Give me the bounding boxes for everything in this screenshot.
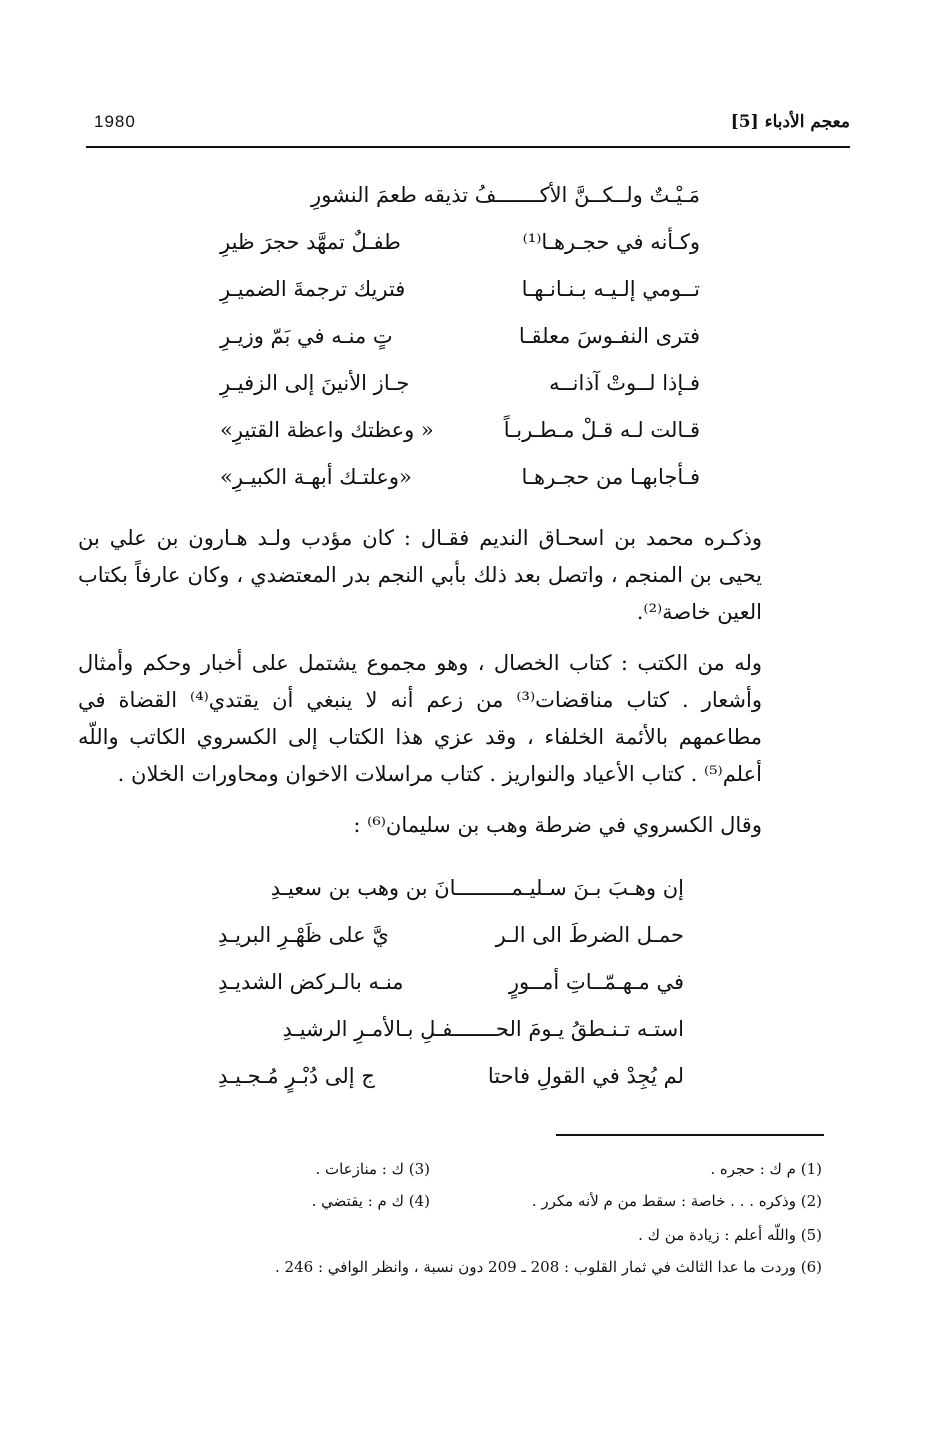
verse	[218, 876, 684, 923]
page-number: 1980	[94, 112, 136, 131]
footnote-4: (4) ك م : يقتضي .	[311, 1192, 430, 1210]
paragraph-poem-intro: وقال الكسروي في ضرطة وهب بن سليمان⁽⁶⁾ :	[353, 813, 762, 837]
verse	[220, 418, 700, 465]
verse	[220, 465, 700, 512]
poem-first	[220, 183, 700, 512]
verse-line: مَـيْـتٌ ولــكــنَّ الأكـــــــفُ تذيقه طعمَ النشورِ	[311, 183, 700, 207]
footnote-2: (2) وذكره . . . خاصة : سقط من م لأنه مكرر .	[531, 1192, 822, 1210]
hemistich-first: لم يُجِدْ في القولِ فاحتا	[487, 1064, 684, 1088]
verse	[218, 1017, 684, 1064]
footnote-6: (6) وردت ما عدا الثالث في ثمار القلوب : 208 ـ 209 دون نسبة ، وانظر الوافي : 246 .	[275, 1258, 822, 1276]
paragraph-nadim: وذكـره محمد بن اسحـاق النديم فقـال : كان مؤدب ولـد هـارون بن علي بن يحيى بن المنجم ، واتصل بعد ذلك بأبي النجم بدر المعتضدي ، وكان عارفاً بكتاب العين خاصة⁽²⁾.	[78, 526, 762, 624]
hemistich-first: وكـأنه في حجـرهـا⁽¹⁾	[522, 230, 700, 254]
hemistich-first: فترى النفـوسَ معلقـا	[518, 324, 700, 348]
verse	[218, 923, 684, 970]
hemistich-second: فتريك ترجمةَ الضميـرِ	[220, 277, 406, 301]
verse-line: إن وهـبَ بـنَ سـليـمـــــــــانَ بن وهب بن سعيـدِ	[270, 876, 684, 900]
hemistich-second: « وعظتك واعظة القتيرِ»	[220, 418, 434, 442]
verse	[220, 371, 700, 418]
hemistich-first: حمـل الضرطَ الى الـر	[495, 923, 684, 947]
body-text	[78, 520, 818, 858]
poem-second	[218, 876, 684, 1111]
verse	[218, 1064, 684, 1111]
verse	[218, 970, 684, 1017]
hemistich-second: جـاز الأنينَ إلى الزفيـرِ	[220, 371, 410, 395]
footnote-5: (5) واللّه أعلم : زيادة من ك .	[638, 1226, 822, 1244]
paragraph-books: وله من الكتب : كتاب الخصال ، وهو مجموع يشتمل على أخبار وحكم وأمثال وأشعار . كتاب مناقضات⁽³⁾ من زعم أنه لا ينبغي أن يقتدي⁽⁴⁾ القضاة في مطاعمهم بالأئمة الخلفاء ، وقد عزي هذا الكتاب إلى الكسروي الكاتب واللّه أعلم⁽⁵⁾ . كتاب الأعياد والنواريز . كتاب مراسلات الاخوان ومحاورات الخلان .	[78, 651, 762, 786]
verse	[220, 277, 700, 324]
hemistich-second: منـه بالـركض الشديـدِ	[218, 970, 404, 994]
hemistich-first: قـالت لـه قـلْ مـطـربـاً	[503, 418, 700, 442]
hemistich-second: «وعلتـك أبهـة الكبيـرِ»	[220, 465, 412, 489]
footnote-3: (3) ك : منازعات .	[315, 1160, 430, 1178]
header-rule	[86, 146, 850, 148]
hemistich-first: فـأجابهـا من حجـرهـا	[521, 465, 700, 489]
hemistich-second: ج إلى دُبْـرٍ مُـجـيـدِ	[218, 1064, 375, 1088]
footnote-1: (1) م ك : حجره .	[710, 1160, 822, 1178]
hemistich-first: فـإذا لــوتْ آذانــه	[549, 371, 700, 395]
running-title: معجم الأدباء [5]	[730, 112, 850, 132]
verse-line: استـه تـنـطقُ يـومَ الحـــــــفـلِ بـالأمـرِ الرشيـدِ	[282, 1017, 684, 1041]
verse	[220, 183, 700, 230]
verse	[220, 230, 700, 277]
footnote-rule	[556, 1134, 824, 1136]
hemistich-first: في مـهـمّــاتِ أمــورٍ	[508, 970, 684, 994]
hemistich-second: تٍ منـه في بَمّ وزيـرِ	[220, 324, 393, 348]
hemistich-first: تــومي إلـيـه بـنـانـهـا	[521, 277, 700, 301]
verse	[220, 324, 700, 371]
hemistich-second: طفـلٌ تمهَّد حجرَ ظيرِ	[220, 230, 401, 254]
page-header	[86, 112, 850, 142]
hemistich-second: يَّ على ظَهْـرِ البريـدِ	[218, 923, 389, 947]
